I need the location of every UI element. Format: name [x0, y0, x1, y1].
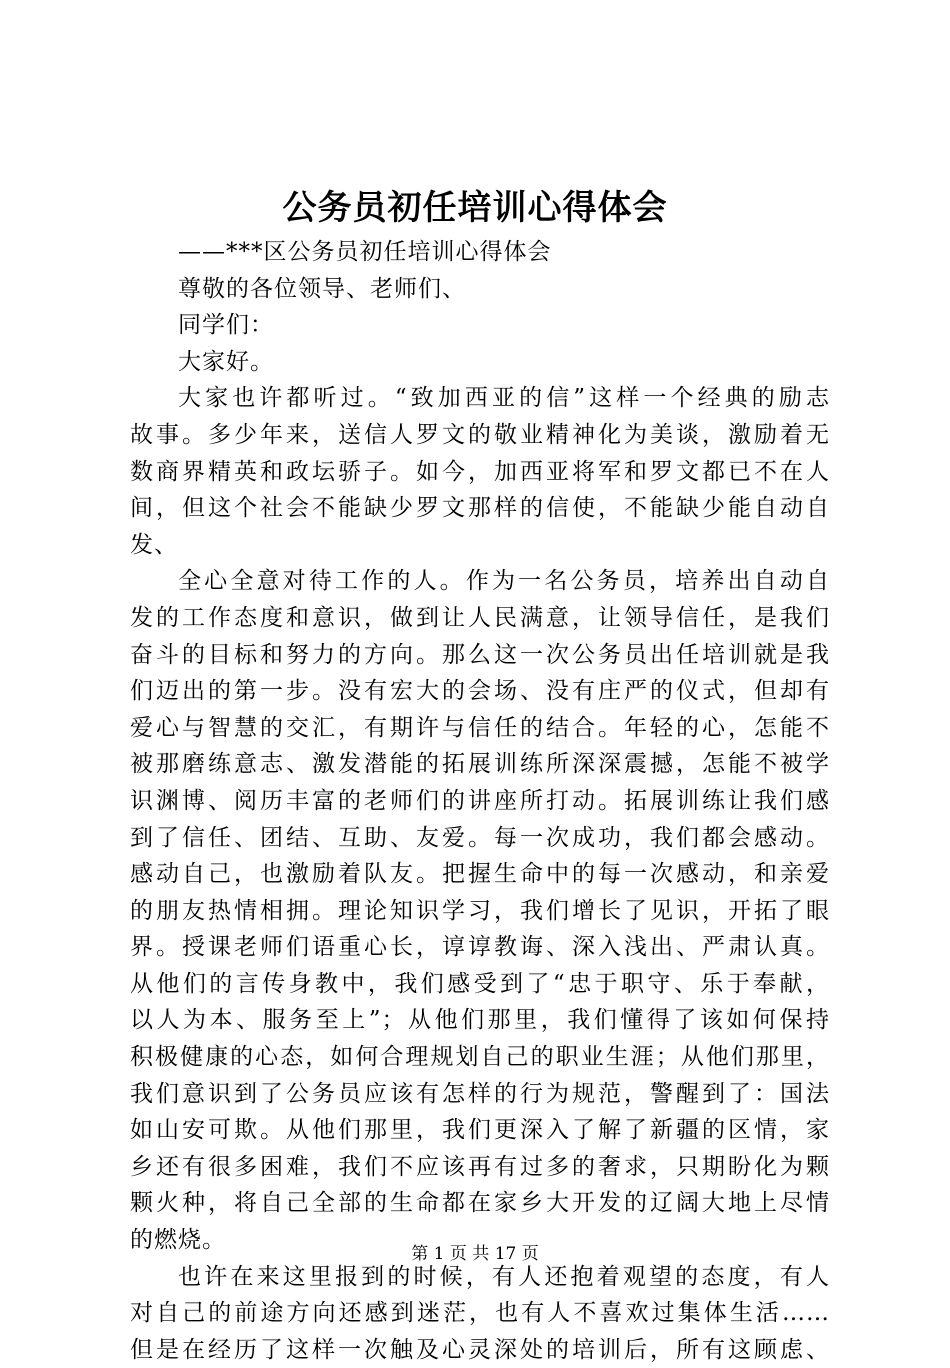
paragraph-line: 感动自己，也激励着队友。把握生命中的每一次感动，和亲爱	[130, 861, 830, 888]
paragraph-line: 对自己的前途方向还感到迷茫，也有人不喜欢过集体生活……	[130, 1300, 830, 1327]
page-number: 第 1 页 共 17 页	[411, 1244, 539, 1264]
paragraph-line: 积极健康的心态，如何合理规划自己的职业生涯；从他们那里，	[130, 1044, 830, 1071]
paragraph-line: 我们意识到了公务员应该有怎样的行为规范，警醒到了：国法	[130, 1080, 830, 1107]
paragraph-line: 数商界精英和政坛骄子。如今，加西亚将军和罗文都已不在人	[130, 458, 830, 485]
paragraph-line: 从他们的言传身教中，我们感受到了“忠于职守、乐于奉献，	[130, 970, 830, 997]
paragraph-line: 界。授课老师们语重心长，谆谆教诲、深入浅出、严肃认真。	[130, 934, 830, 961]
salutation-line: 同学们：	[178, 312, 274, 339]
greeting-line: 大家好。	[178, 348, 274, 375]
paragraph-line: 发、	[130, 531, 178, 558]
document-body	[130, 234, 830, 1368]
paragraph-line: 的朋友热情相拥。理论知识学习，我们增长了见识，开拓了眼	[130, 897, 830, 924]
paragraph-line: 以人为本、服务至上”；从他们那里，我们懂得了该如何保持	[130, 1007, 830, 1034]
document-title: 公务员初任培训心得体会	[282, 188, 668, 228]
subtitle-line: ——***区公务员初任培训心得体会	[178, 239, 552, 265]
paragraph-line: 被那磨练意志、激发潜能的拓展训练所深深震撼，怎能不被学	[130, 751, 830, 778]
paragraph-line: 们迈出的第一步。没有宏大的会场、没有庄严的仪式，但却有	[130, 678, 830, 705]
paragraph-line: 爱心与智慧的交汇，有期许与信任的结合。年轻的心，怎能不	[130, 714, 830, 741]
paragraph-line: 故事。多少年来，送信人罗文的敬业精神化为美谈，激励着无	[130, 421, 830, 448]
paragraph-line: 间，但这个社会不能缺少罗文那样的信使，不能缺少能自动自	[130, 495, 830, 522]
paragraph-line: 全心全意对待工作的人。作为一名公务员，培养出自动自	[178, 568, 830, 595]
paragraph-line: 奋斗的目标和努力的方向。那么这一次公务员出任培训就是我	[130, 641, 830, 668]
paragraph-line: 到了信任、团结、互助、友爱。每一次成功，我们都会感动。	[130, 824, 830, 851]
paragraph-line: 大家也许都听过。“致加西亚的信”这样一个经典的励志	[178, 385, 830, 412]
paragraph-line: 发的工作态度和意识，做到让人民满意，让领导信任，是我们	[130, 604, 830, 631]
paragraph-line: 颗火种，将自己全部的生命都在家乡大开发的辽阔大地上尽情	[130, 1190, 830, 1217]
paragraph-line: 但是在经历了这样一次触及心灵深处的培训后，所有这顾虑、	[130, 1336, 830, 1363]
paragraph-line: 乡还有很多困难，我们不应该再有过多的奢求，只期盼化为颗	[130, 1153, 830, 1180]
salutation-line: 尊敬的各位领导、老师们、	[178, 275, 466, 302]
paragraph-line: 的燃烧。	[130, 1227, 226, 1254]
paragraph-line: 也许在来这里报到的时候，有人还抱着观望的态度，有人	[178, 1263, 830, 1290]
paragraph-line: 如山安可欺。从他们那里，我们更深入了解了新疆的区情，家	[130, 1117, 830, 1144]
paragraph-line: 识渊博、阅历丰富的老师们的讲座所打动。拓展训练让我们感	[130, 787, 830, 814]
